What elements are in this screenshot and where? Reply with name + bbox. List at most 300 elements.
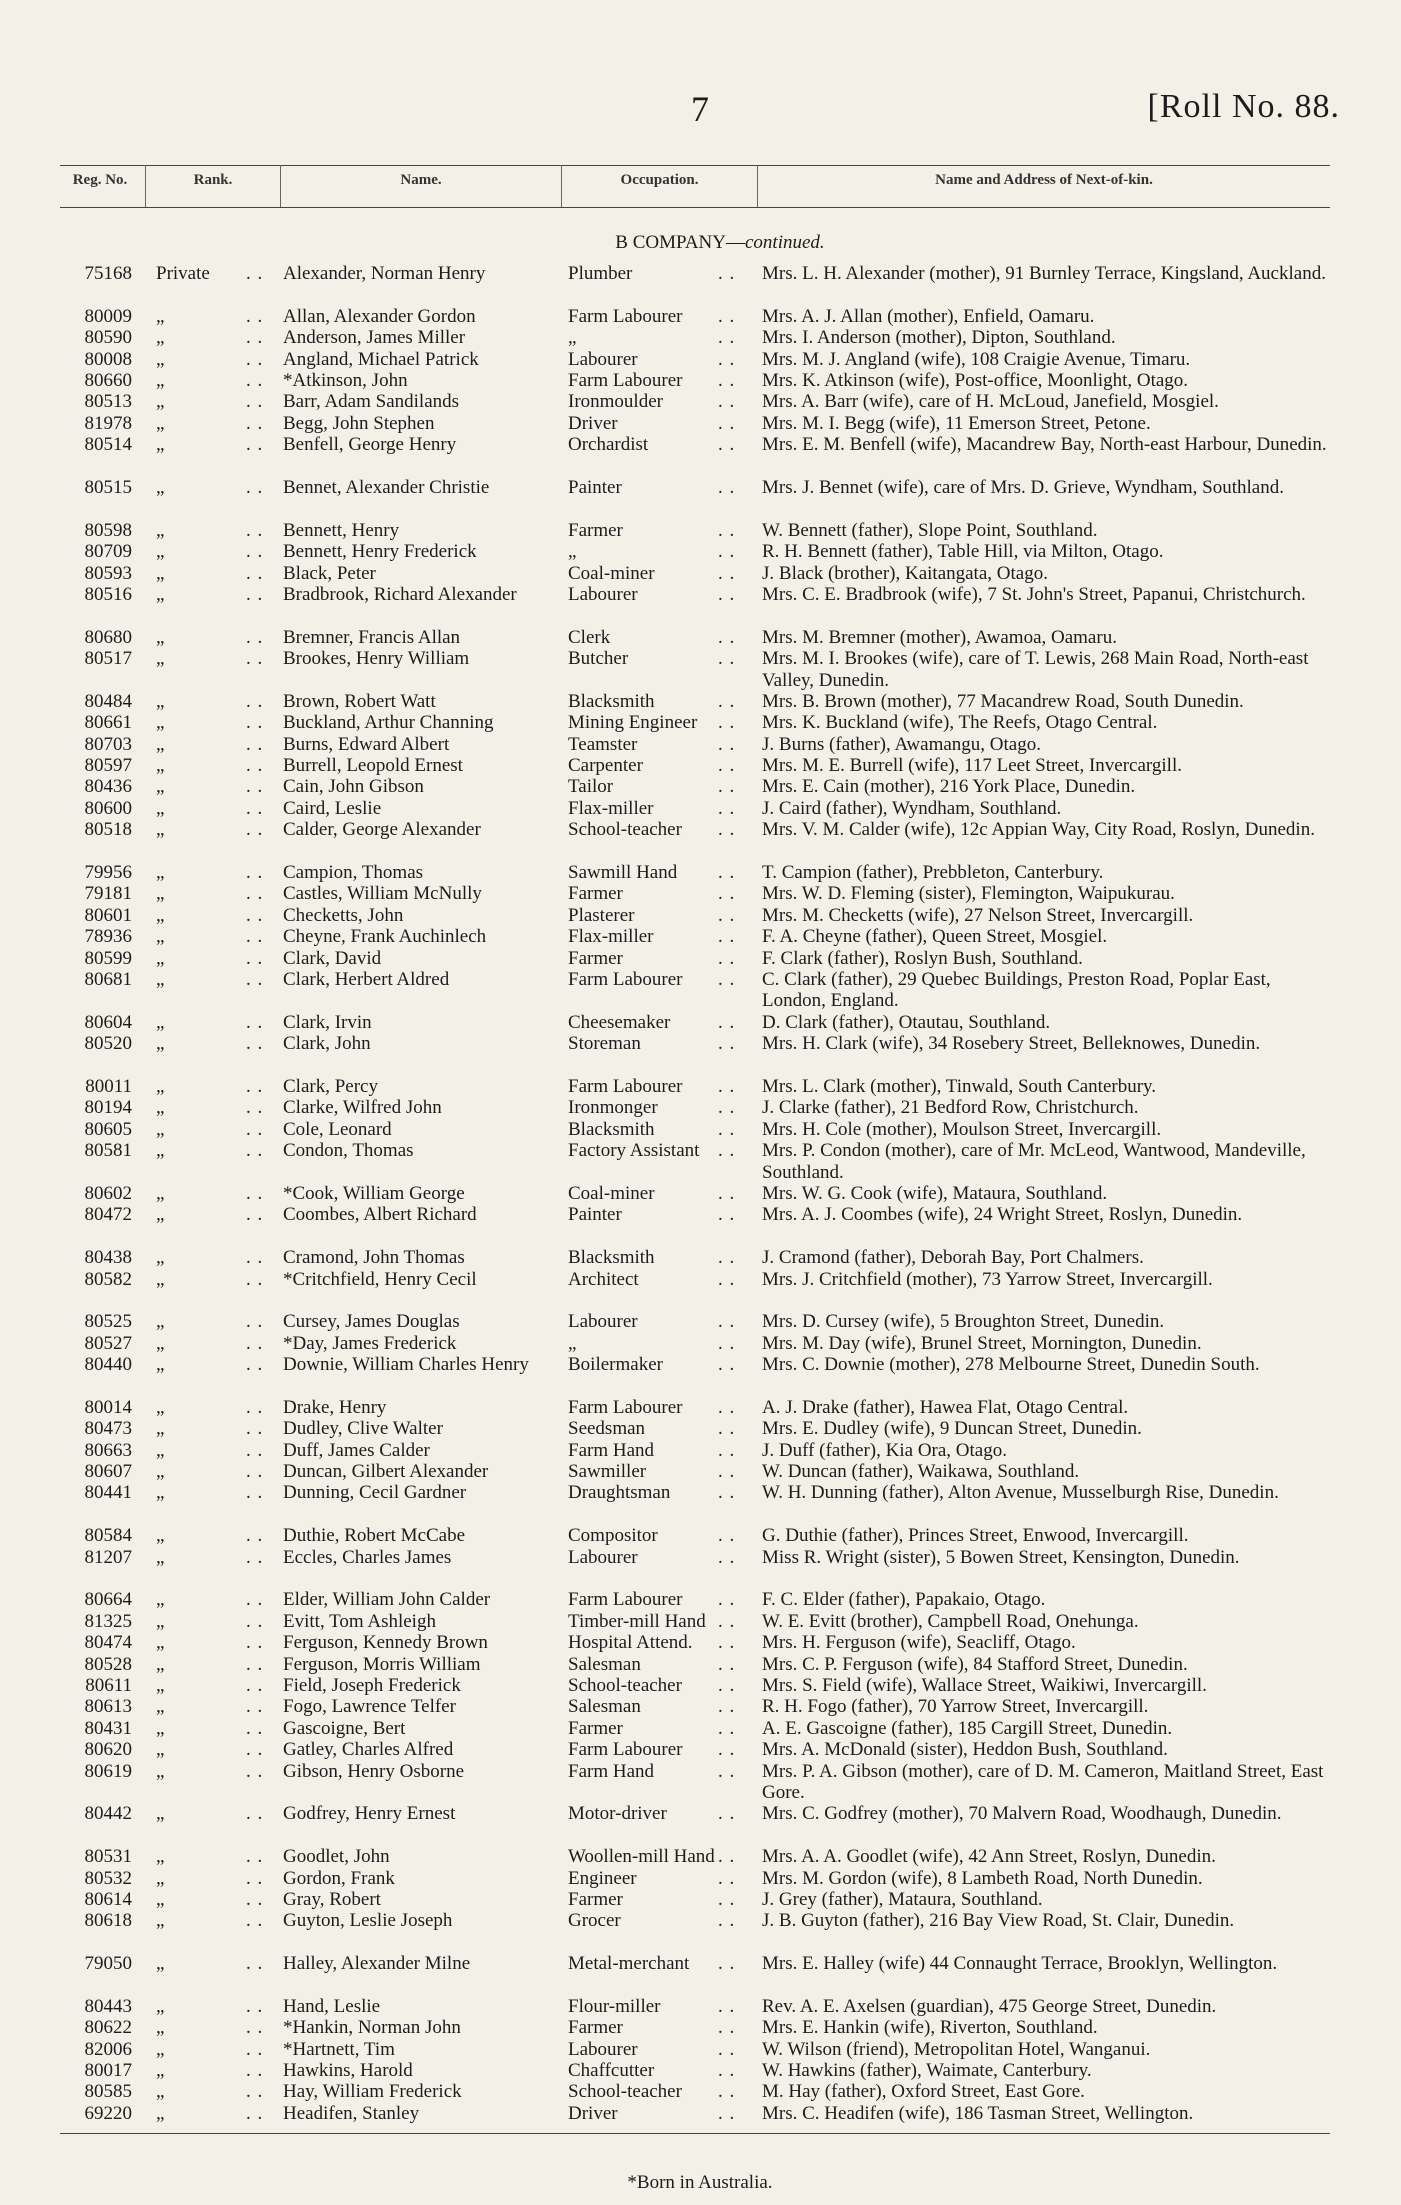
table-row xyxy=(0,1418,1401,1439)
next-of-kin: Mrs. M. I. Begg (wife), 11 Emerson Street, Petone. xyxy=(762,412,1151,434)
reg-number: 80017 xyxy=(84,2060,132,2082)
leader-dots: . . xyxy=(246,690,264,712)
leader-dots: . . xyxy=(246,1396,264,1418)
leader-dots: . . xyxy=(246,412,264,434)
leader-dots: . . xyxy=(718,562,736,584)
reg-number: 80611 xyxy=(85,1675,132,1696)
leader-dots: . . xyxy=(246,1846,264,1868)
leader-dots: . . xyxy=(718,1910,736,1932)
rank: „ xyxy=(156,862,165,884)
next-of-kin: Mrs. W. D. Fleming (sister), Flemington, Waipukurau. xyxy=(762,883,1175,905)
leader-dots: . . xyxy=(718,1995,736,2017)
occupation: Labourer xyxy=(568,1311,638,1333)
reg-number: 81207 xyxy=(84,1546,132,1568)
occupation: Storeman xyxy=(568,1033,641,1055)
leader-dots: . . xyxy=(246,1739,264,1761)
soldier-name: Castles, William McNully xyxy=(283,883,482,905)
soldier-name: Dunning, Cecil Gardner xyxy=(283,1482,467,1504)
leader-dots: . . xyxy=(718,1354,736,1376)
soldier-name: Brookes, Henry William xyxy=(283,648,470,670)
leader-dots: . . xyxy=(718,1632,736,1654)
table-row xyxy=(0,926,1401,947)
soldier-name: Duncan, Gilbert Alexander xyxy=(283,1461,489,1483)
rank: „ xyxy=(156,1760,165,1782)
table-row xyxy=(0,948,1401,969)
rank: „ xyxy=(156,1482,165,1504)
leader-dots: . . xyxy=(718,434,736,456)
reg-number: 80520 xyxy=(84,1033,132,1055)
occupation: Blacksmith xyxy=(568,690,655,712)
next-of-kin: W. Duncan (father), Waikawa, Southland. xyxy=(762,1461,1080,1483)
leader-dots: . . xyxy=(246,1653,264,1675)
next-of-kin: Mrs. J. Bennet (wife), care of Mrs. D. Grieve, Wyndham, Southland. xyxy=(762,476,1284,498)
next-of-kin: Mrs. E. M. Benfell (wife), Macandrew Bay, North-east Harbour, Dunedin. xyxy=(762,434,1327,456)
leader-dots: . . xyxy=(718,733,736,755)
table-row xyxy=(0,1247,1401,1268)
leader-dots: . . xyxy=(246,862,264,884)
soldier-name: Fogo, Lawrence Telfer xyxy=(283,1696,456,1718)
soldier-name: Cramond, John Thomas xyxy=(283,1247,465,1269)
occupation: Ironmoulder xyxy=(568,391,663,413)
occupation: Driver xyxy=(568,412,618,434)
rank: „ xyxy=(156,626,165,648)
rank: „ xyxy=(156,1995,165,2017)
next-of-kin: J. B. Guyton (father), 216 Bay View Road, St. Clair, Dunedin. xyxy=(762,1910,1235,1932)
col-header-reg: Reg. No. xyxy=(72,172,128,188)
reg-number: 80436 xyxy=(84,776,132,798)
leader-dots: . . xyxy=(718,1589,736,1611)
reg-number: 80438 xyxy=(84,1247,132,1269)
leader-dots: . . xyxy=(718,883,736,905)
leader-dots: . . xyxy=(718,1803,736,1825)
table-row xyxy=(0,1461,1401,1482)
leader-dots: . . xyxy=(718,797,736,819)
occupation: Painter xyxy=(568,1204,622,1226)
leader-dots: . . xyxy=(246,1696,264,1718)
leader-dots: . . xyxy=(246,327,264,349)
next-of-kin: Mrs. J. Critchfield (mother), 73 Yarrow Street, Invercargill. xyxy=(762,1268,1213,1290)
table-row xyxy=(0,1910,1401,1953)
leader-dots: . . xyxy=(718,712,736,734)
table-row xyxy=(0,712,1401,733)
soldier-name: Headifen, Stanley xyxy=(283,2102,420,2124)
leader-dots: . . xyxy=(718,1140,736,1162)
table-row xyxy=(0,1739,1401,1760)
occupation: Teamster xyxy=(568,733,638,755)
soldier-name: Clark, Percy xyxy=(283,1075,378,1097)
leader-dots: . . xyxy=(246,369,264,391)
reg-number: 80009 xyxy=(84,305,132,327)
reg-number: 79181 xyxy=(84,883,132,905)
table-row xyxy=(0,1119,1401,1140)
rank: „ xyxy=(156,1953,165,1975)
leader-dots: . . xyxy=(246,1675,264,1696)
leader-dots: . . xyxy=(718,1717,736,1739)
leader-dots: . . xyxy=(246,1482,264,1504)
leader-dots: . . xyxy=(718,1182,736,1204)
next-of-kin: Mrs. P. A. Gibson (mother), care of D. M. Cameron, Maitland Street, East Gore. xyxy=(762,1760,1324,1803)
page-number: 7 xyxy=(691,89,709,129)
reg-number: 80431 xyxy=(84,1717,132,1739)
rank: „ xyxy=(156,776,165,798)
rank: „ xyxy=(156,1118,165,1140)
rank: „ xyxy=(156,519,165,541)
leader-dots: . . xyxy=(246,733,264,755)
rank: „ xyxy=(156,1546,165,1568)
table-row xyxy=(0,1354,1401,1397)
table-row xyxy=(0,1183,1401,1204)
leader-dots: . . xyxy=(246,1632,264,1654)
soldier-name: Burrell, Leopold Ernest xyxy=(283,755,463,777)
leader-dots: . . xyxy=(246,2081,264,2103)
leader-dots: . . xyxy=(718,327,736,349)
leader-dots: . . xyxy=(246,476,264,498)
leader-dots: . . xyxy=(718,263,736,284)
leader-dots: . . xyxy=(718,1675,736,1696)
soldier-name: Hand, Leslie xyxy=(283,1995,381,2017)
table-row xyxy=(0,1675,1401,1696)
reg-number: 80582 xyxy=(84,1268,132,1290)
leader-dots: . . xyxy=(718,1033,736,1055)
reg-number: 69220 xyxy=(84,2102,132,2124)
leader-dots: . . xyxy=(718,1332,736,1354)
leader-dots: . . xyxy=(246,1717,264,1739)
next-of-kin: Mrs. H. Clark (wife), 34 Rosebery Street, Belleknowes, Dunedin. xyxy=(762,1033,1261,1055)
reg-number: 79956 xyxy=(84,862,132,884)
leader-dots: . . xyxy=(718,1247,736,1269)
leader-dots: . . xyxy=(246,1867,264,1889)
occupation: Tailor xyxy=(568,776,614,798)
occupation: Labourer xyxy=(568,2038,638,2060)
table-row xyxy=(0,905,1401,926)
table-row xyxy=(0,1654,1401,1675)
header-bottom-rule xyxy=(60,207,1330,208)
leader-dots: . . xyxy=(246,1910,264,1932)
occupation: Farmer xyxy=(568,947,623,969)
soldier-name: Ferguson, Morris William xyxy=(283,1653,481,1675)
soldier-name: Cole, Leonard xyxy=(283,1118,392,1140)
reg-number: 80602 xyxy=(84,1182,132,1204)
leader-dots: . . xyxy=(718,1888,736,1910)
occupation: Painter xyxy=(568,476,622,498)
table-row xyxy=(0,862,1401,883)
table-row xyxy=(0,306,1401,327)
leader-dots: . . xyxy=(246,263,264,284)
leader-dots: . . xyxy=(718,412,736,434)
occupation: Mining Engineer xyxy=(568,712,698,734)
table-row xyxy=(0,477,1401,520)
leader-dots: . . xyxy=(718,2102,736,2124)
table-row xyxy=(0,798,1401,819)
leader-dots: . . xyxy=(718,1846,736,1868)
soldier-name: Hawkins, Harold xyxy=(283,2060,413,2082)
next-of-kin: Mrs. H. Cole (mother), Moulson Street, Invercargill. xyxy=(762,1118,1162,1140)
occupation: „ xyxy=(568,541,577,563)
soldier-name: Caird, Leslie xyxy=(283,797,382,819)
next-of-kin: Mrs. H. Ferguson (wife), Seacliff, Otago. xyxy=(762,1632,1076,1654)
next-of-kin: Mrs. A. Barr (wife), care of H. McLoud, Janefield, Mosgiel. xyxy=(762,391,1219,413)
table-row xyxy=(0,755,1401,776)
reg-number: 80709 xyxy=(84,541,132,563)
reg-number: 80680 xyxy=(84,626,132,648)
reg-number: 80599 xyxy=(84,947,132,969)
reg-number: 80703 xyxy=(84,733,132,755)
table-row xyxy=(0,2103,1401,2124)
rank: „ xyxy=(156,1354,165,1376)
soldier-name: Drake, Henry xyxy=(283,1396,387,1418)
occupation: Motor-driver xyxy=(568,1803,667,1825)
next-of-kin: Mrs. M. I. Brookes (wife), care of T. Lewis, 268 Main Road, North-east Valley, Dunedin. xyxy=(762,648,1309,691)
reg-number: 80622 xyxy=(84,2017,132,2039)
leader-dots: . . xyxy=(246,434,264,456)
rank: „ xyxy=(156,2017,165,2039)
table-row xyxy=(0,2017,1401,2038)
rank: „ xyxy=(156,1075,165,1097)
leader-dots: . . xyxy=(246,1610,264,1632)
table-row xyxy=(0,1889,1401,1910)
col-header-name: Name. xyxy=(400,172,442,188)
table-row xyxy=(0,541,1401,562)
reg-number: 80590 xyxy=(84,327,132,349)
leader-dots: . . xyxy=(246,1075,264,1097)
occupation: Farm Labourer xyxy=(568,369,683,391)
leader-dots: . . xyxy=(246,541,264,563)
col-header-rank: Rank. xyxy=(193,172,233,188)
occupation: Carpenter xyxy=(568,755,643,777)
rank: „ xyxy=(156,1803,165,1825)
reg-number: 80008 xyxy=(84,348,132,370)
table-row xyxy=(0,327,1401,348)
leader-dots: . . xyxy=(718,476,736,498)
next-of-kin: J. Duff (father), Kia Ora, Otago. xyxy=(762,1439,1007,1461)
occupation: Labourer xyxy=(568,1546,638,1568)
table-row xyxy=(0,819,1401,862)
soldier-name: Halley, Alexander Milne xyxy=(283,1953,471,1975)
leader-dots: . . xyxy=(246,305,264,327)
leader-dots: . . xyxy=(718,1418,736,1440)
occupation: Plumber xyxy=(568,263,633,284)
leader-dots: . . xyxy=(718,862,736,884)
soldier-name: Benfell, George Henry xyxy=(283,434,457,456)
next-of-kin: Mrs. M. E. Burrell (wife), 117 Leet Street, Invercargill. xyxy=(762,755,1182,777)
leader-dots: . . xyxy=(718,1525,736,1547)
roll-table xyxy=(0,263,1401,2124)
soldier-name: Gray, Robert xyxy=(283,1888,381,1910)
table-row xyxy=(0,691,1401,712)
soldier-name: Bradbrook, Richard Alexander xyxy=(283,583,517,605)
next-of-kin: Miss R. Wright (sister), 5 Bowen Street, Kensington, Dunedin. xyxy=(762,1546,1240,1568)
leader-dots: . . xyxy=(246,1953,264,1975)
next-of-kin: Mrs. K. Atkinson (wife), Post-office, Moonlight, Otago. xyxy=(762,369,1189,391)
reg-number: 80585 xyxy=(84,2081,132,2103)
rank: „ xyxy=(156,797,165,819)
occupation: Timber-mill Hand xyxy=(568,1610,706,1632)
table-row xyxy=(0,1525,1401,1546)
leader-dots: . . xyxy=(246,1760,264,1782)
next-of-kin: Rev. A. E. Axelsen (guardian), 475 George Street, Dunedin. xyxy=(762,1995,1217,2017)
soldier-name: Clarke, Wilfred John xyxy=(283,1097,442,1119)
occupation: Draughtsman xyxy=(568,1482,671,1504)
soldier-name: Angland, Michael Patrick xyxy=(283,348,479,370)
rank: „ xyxy=(156,1461,165,1483)
occupation: School-teacher xyxy=(568,819,682,841)
leader-dots: . . xyxy=(246,348,264,370)
rank: „ xyxy=(156,926,165,948)
leader-dots: . . xyxy=(246,1888,264,1910)
leader-dots: . . xyxy=(246,1589,264,1611)
next-of-kin: J. Cramond (father), Deborah Bay, Port Chalmers. xyxy=(762,1247,1144,1269)
occupation: Sawmill Hand xyxy=(568,862,678,884)
leader-dots: . . xyxy=(718,369,736,391)
next-of-kin: Mrs. E. Hankin (wife), Riverton, Southland. xyxy=(762,2017,1098,2039)
next-of-kin: Mrs. A. McDonald (sister), Heddon Bush, Southland. xyxy=(762,1739,1168,1761)
occupation: Blacksmith xyxy=(568,1247,655,1269)
rank: „ xyxy=(156,1696,165,1718)
table-row xyxy=(0,1589,1401,1610)
table-row xyxy=(0,1868,1401,1889)
occupation: Seedsman xyxy=(568,1418,646,1440)
leader-dots: . . xyxy=(718,648,736,670)
reg-number: 80601 xyxy=(84,904,132,926)
next-of-kin: Mrs. E. Cain (mother), 216 York Place, Dunedin. xyxy=(762,776,1136,798)
next-of-kin: Mrs. E. Dudley (wife), 9 Duncan Street, Dunedin. xyxy=(762,1418,1142,1440)
reg-number: 80513 xyxy=(84,391,132,413)
leader-dots: . . xyxy=(718,947,736,969)
rank: „ xyxy=(156,1439,165,1461)
reg-number: 80607 xyxy=(84,1461,132,1483)
reg-number: 80531 xyxy=(84,1846,132,1868)
leader-dots: . . xyxy=(246,883,264,905)
leader-dots: . . xyxy=(246,968,264,990)
rank: „ xyxy=(156,690,165,712)
leader-dots: . . xyxy=(246,626,264,648)
occupation: Labourer xyxy=(568,348,638,370)
roll-label: [Roll No. 88. xyxy=(1147,88,1340,125)
header-top-rule xyxy=(60,165,1330,166)
leader-dots: . . xyxy=(718,1546,736,1568)
next-of-kin: T. Campion (father), Prebbleton, Canterbury. xyxy=(762,862,1104,884)
leader-dots: . . xyxy=(246,1803,264,1825)
rank: „ xyxy=(156,1011,165,1033)
leader-dots: . . xyxy=(246,1140,264,1162)
table-row xyxy=(0,2060,1401,2081)
rank: „ xyxy=(156,755,165,777)
leader-dots: . . xyxy=(718,690,736,712)
reg-number: 80620 xyxy=(84,1739,132,1761)
reg-number: 82006 xyxy=(84,2038,132,2060)
occupation: Farmer xyxy=(568,1888,623,1910)
table-row xyxy=(0,2081,1401,2102)
rank: Private xyxy=(156,263,210,284)
soldier-name: Eccles, Charles James xyxy=(283,1546,452,1568)
occupation: Clerk xyxy=(568,626,611,648)
next-of-kin: Mrs. M. Checketts (wife), 27 Nelson Street, Invercargill. xyxy=(762,904,1194,926)
occupation: Farm Labourer xyxy=(568,1739,683,1761)
leader-dots: . . xyxy=(718,583,736,605)
occupation: Woollen-mill Hand xyxy=(568,1846,715,1868)
leader-dots: . . xyxy=(718,1311,736,1333)
next-of-kin: Mrs. E. Halley (wife) 44 Connaught Terrace, Brooklyn, Wellington. xyxy=(762,1953,1278,1975)
section-continued: continued. xyxy=(745,232,825,253)
leader-dots: . . xyxy=(246,1332,264,1354)
soldier-name: *Critchfield, Henry Cecil xyxy=(283,1268,477,1290)
col-header-next-of-kin: Name and Address of Next-of-kin. xyxy=(935,172,1153,188)
table-row xyxy=(0,1718,1401,1739)
rank: „ xyxy=(156,947,165,969)
next-of-kin: W. H. Dunning (father), Alton Avenue, Musselburgh Rise, Dunedin. xyxy=(762,1482,1279,1504)
reg-number: 80614 xyxy=(84,1888,132,1910)
next-of-kin: Mrs. A. J. Coombes (wife), 24 Wright Street, Roslyn, Dunedin. xyxy=(762,1204,1243,1226)
soldier-name: Condon, Thomas xyxy=(283,1140,414,1162)
rank: „ xyxy=(156,1097,165,1119)
reg-number: 80532 xyxy=(84,1867,132,1889)
leader-dots: . . xyxy=(246,1204,264,1226)
reg-number: 79050 xyxy=(84,1953,132,1975)
soldier-name: *Hankin, Norman John xyxy=(283,2017,461,2039)
next-of-kin: Mrs. M. Bremner (mother), Awamoa, Oamaru. xyxy=(762,626,1117,648)
next-of-kin: G. Duthie (father), Princes Street, Enwood, Invercargill. xyxy=(762,1525,1189,1547)
leader-dots: . . xyxy=(246,947,264,969)
table-row xyxy=(0,1012,1401,1033)
occupation: Farm Labourer xyxy=(568,968,683,990)
next-of-kin: Mrs. C. Headifen (wife), 186 Tasman Street, Wellington. xyxy=(762,2102,1194,2124)
leader-dots: . . xyxy=(718,968,736,990)
next-of-kin: Mrs. A. A. Goodlet (wife), 42 Ann Street, Roslyn, Dunedin. xyxy=(762,1846,1216,1868)
reg-number: 80528 xyxy=(84,1653,132,1675)
rank: „ xyxy=(156,1846,165,1868)
soldier-name: Field, Joseph Frederick xyxy=(283,1675,461,1696)
rank: „ xyxy=(156,1739,165,1761)
soldier-name: Clark, John xyxy=(283,1033,371,1055)
leader-dots: . . xyxy=(246,1461,264,1483)
soldier-name: Elder, William John Calder xyxy=(283,1589,491,1611)
leader-dots: . . xyxy=(718,626,736,648)
leader-dots: . . xyxy=(246,1247,264,1269)
next-of-kin: Mrs. I. Anderson (mother), Dipton, Southland. xyxy=(762,327,1116,349)
rank: „ xyxy=(156,2038,165,2060)
rank: „ xyxy=(156,1268,165,1290)
next-of-kin: W. Hawkins (father), Waimate, Canterbury. xyxy=(762,2060,1092,2082)
table-row xyxy=(0,520,1401,541)
reg-number: 80593 xyxy=(84,562,132,584)
soldier-name: Calder, George Alexander xyxy=(283,819,481,841)
reg-number: 80584 xyxy=(84,1525,132,1547)
occupation: Boilermaker xyxy=(568,1354,663,1376)
table-row xyxy=(0,1440,1401,1461)
reg-number: 75168 xyxy=(84,263,132,284)
leader-dots: . . xyxy=(718,1696,736,1718)
rank: „ xyxy=(156,541,165,563)
rank: „ xyxy=(156,712,165,734)
leader-dots: . . xyxy=(246,1525,264,1547)
reg-number: 80474 xyxy=(84,1632,132,1654)
reg-number: 80473 xyxy=(84,1418,132,1440)
table-row xyxy=(0,1846,1401,1867)
soldier-name: Bennett, Henry Frederick xyxy=(283,541,477,563)
table-row xyxy=(0,1204,1401,1247)
occupation: Blacksmith xyxy=(568,1118,655,1140)
reg-number: 80613 xyxy=(84,1696,132,1718)
soldier-name: Allan, Alexander Gordon xyxy=(283,305,476,327)
reg-number: 80014 xyxy=(84,1396,132,1418)
leader-dots: . . xyxy=(246,1268,264,1290)
next-of-kin: W. Wilson (friend), Metropolitan Hotel, Wanganui. xyxy=(762,2038,1151,2060)
next-of-kin: C. Clark (father), 29 Quebec Buildings, Preston Road, Poplar East, London, England. xyxy=(762,968,1271,1012)
leader-dots: . . xyxy=(246,1995,264,2017)
leader-dots: . . xyxy=(718,2060,736,2082)
rank: „ xyxy=(156,1332,165,1354)
leader-dots: . . xyxy=(718,1610,736,1632)
